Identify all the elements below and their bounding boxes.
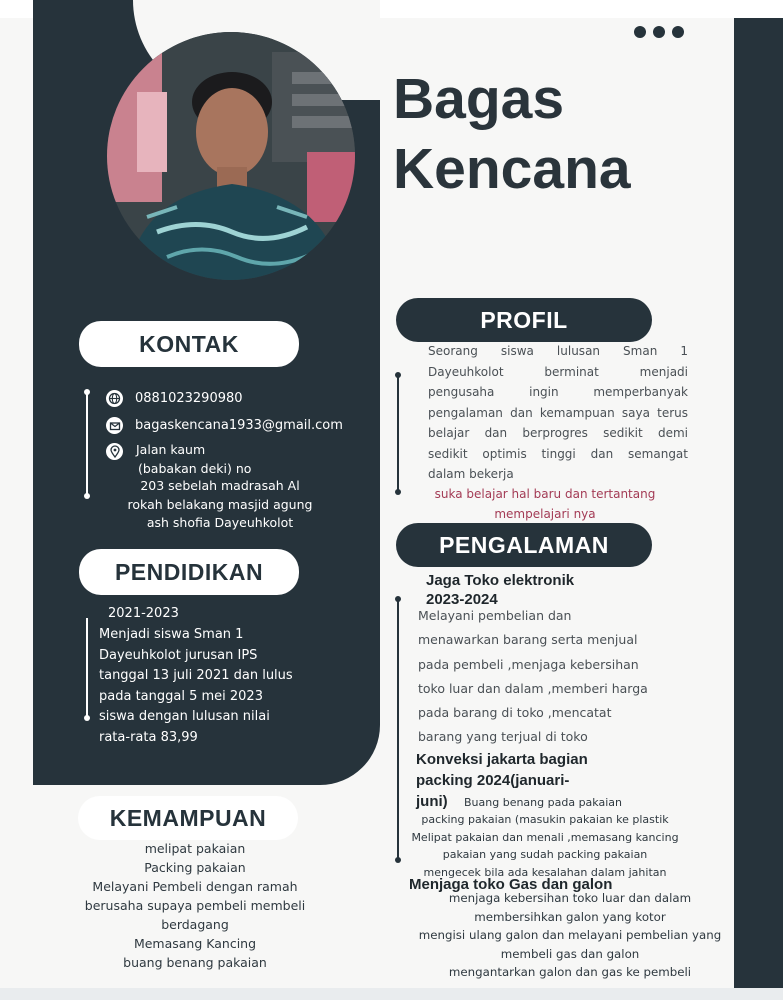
job-line: membeli gas dan galon [500,946,640,961]
email-row [106,417,343,434]
profile-highlight-line: mempelajari nya [494,507,596,521]
skill-item: Melayani Pembeli dengan ramah [92,879,298,894]
address-line-3: 203 sebelah madrasah Al [140,478,300,493]
right-dark-strip [734,18,783,1000]
education-line: tanggal 13 juli 2021 dan lulus [99,668,293,683]
job-line: pakaian yang sudah packing pakaian [442,848,648,861]
education-line: rata-rata 83,99 [99,729,198,745]
profile-divider [397,374,399,492]
globe-icon [106,390,123,407]
job-line-2-first: Buang benang pada pakaian [464,796,622,809]
education-years: 2021-2023 [108,606,179,621]
job-line: barang yang terjual di toko [418,729,588,745]
skill-item: buang benang pakaian [123,955,267,970]
email-address[interactable]: bagaskencana1933@gmail.com [135,418,343,433]
profile-line: dalam bekerja [428,467,514,481]
experience-divider-top-cap [395,596,401,602]
address-row [106,443,123,460]
job-line: mengecek bila ada kesalahan dalam jahitan [423,865,667,879]
job-line: Melayani pembelian dan [418,608,572,623]
last-name: Kencana [393,137,631,201]
job-line: menjaga kebersihan toko luar dan dalam [448,891,692,905]
phone-number: 0881023290980 [135,391,243,406]
education-line: siswa dengan lulusan nilai [99,709,270,724]
address-line-2: (babakan deki) no [138,461,252,476]
profile-line: Dayeuhkolot berminat menjadi [428,364,688,379]
contact-divider-top-cap [84,389,90,395]
education-line: Dayeuhkolot jurusan IPS [99,647,258,663]
job-line: menawarkan barang serta menjual [418,632,638,648]
education-line: Menjadi siswa Sman 1 [99,627,244,642]
profile-photo [107,32,355,280]
job-line: membersihkan galon yang kotor [474,909,666,924]
phone-row [106,390,243,407]
profile-line: sedikit optimis tinggi dan semangat [428,446,688,461]
first-name: Bagas [393,67,565,131]
contact-heading: KONTAK [79,321,299,367]
profile-highlight-line: suka belajar hal baru dan tertantang [434,487,656,501]
skill-item: berusaha supaya pembeli membeli [84,898,306,913]
job-line: pada pembeli ,menjaga kebersihan [418,656,639,672]
education-divider-cap [84,715,90,721]
profile-line: pengalaman dan kemampuan saya terus [428,405,688,420]
address-line-1: Jalan kaum [136,442,206,457]
education-divider [86,618,88,718]
bottom-frame [0,988,783,1000]
job-title-line: 2023-2024 [426,591,498,608]
experience-heading: PENGALAMAN [396,523,652,567]
contact-divider [86,392,88,496]
job-line: mengantarkan galon dan gas ke pembeli [448,965,692,979]
job-line: Melipat pakaian dan menali ,memasang kancing [411,830,679,844]
job-line: pada barang di toko ,mencatat [418,705,612,721]
profile-divider-top-cap [395,372,401,378]
profile-divider-bottom-cap [395,489,401,495]
skills-list [70,839,320,972]
job-title-line: packing 2024(januari- [416,772,570,789]
job-description-2 [402,811,688,881]
address-line-4: rokah belakang masjid agung [127,497,313,512]
location-pin-icon [106,443,123,460]
job-description-1 [418,604,648,750]
skill-item: Memasang Kancing [133,936,257,951]
profile-text [428,341,688,485]
experience-divider-bottom-cap [395,857,401,863]
mail-icon [106,417,123,434]
profile-highlight [410,484,680,524]
profile-line: belajar dan berprogres sedikit demi [428,426,688,440]
education-heading: PENDIDIKAN [79,549,299,595]
skill-item: melipat pakaian [144,841,246,856]
address-line-5: ash shofia Dayeuhkolot [146,515,294,530]
profile-line: Seorang siswa lulusan Sman 1 [428,344,688,358]
skill-item: Packing pakaian [144,860,246,875]
education-line: pada tanggal 5 mei 2023 [99,688,263,704]
job-title-line: Jaga Toko elektronik [426,572,575,589]
skills-heading: KEMAMPUAN [78,796,298,840]
job-line: packing pakaian (masukin pakaian ke plastik [421,813,669,826]
ellipsis-icon[interactable] [634,26,684,38]
job-description-3 [405,889,735,982]
education-description [99,625,293,748]
job-title-line: juni) [416,793,448,810]
profile-heading: PROFIL [396,298,652,342]
contact-divider-bottom-cap [84,493,90,499]
experience-divider [397,598,399,860]
person-name [393,64,631,204]
job-line: mengisi ulang galon dan melayani pembelian yang [418,928,722,942]
job-line: toko luar dan dalam ,memberi harga [418,680,648,696]
skill-item: berdagang [161,917,229,932]
job-title-line: Konveksi jakarta bagian [416,751,588,768]
job-title-3: Menjaga toko Gas dan galon [409,876,613,893]
profile-line: pengusaha ingin memperbanyak [428,385,688,399]
